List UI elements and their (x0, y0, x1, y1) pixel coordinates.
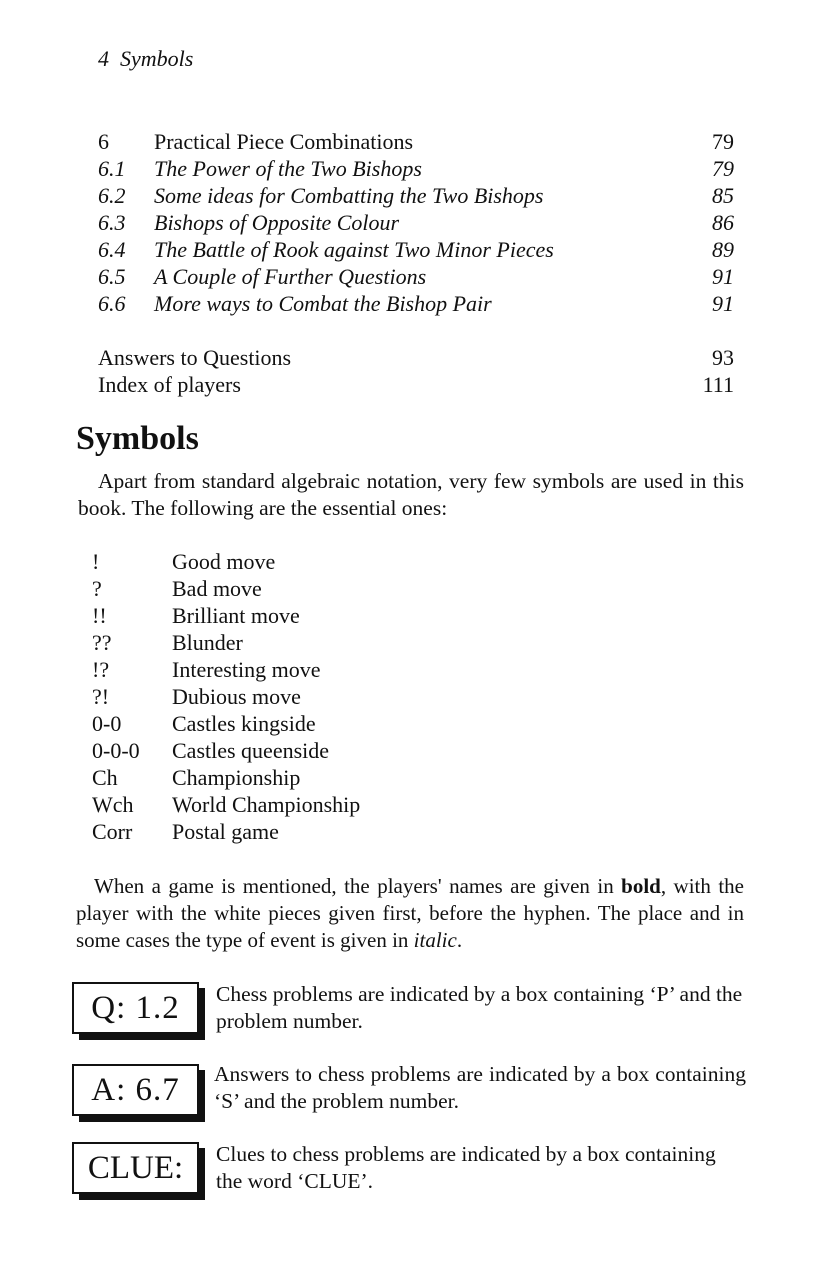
symbol-code: ! (92, 549, 100, 574)
symbol-code: 0-0-0 (92, 738, 140, 763)
symbol-desc: World Championship (172, 792, 361, 817)
toc-title: Practical Piece Combinations (154, 129, 414, 154)
section-title: Symbols (76, 420, 199, 457)
game-note-italic-word: italic (413, 928, 457, 952)
toc-title: Index of players (98, 372, 241, 397)
answer-box: A: 6.7 (72, 1064, 199, 1116)
toc-row (98, 128, 734, 155)
symbol-desc: Good move (172, 549, 276, 574)
symbol-desc: Brilliant move (172, 603, 300, 628)
toc-title: The Battle of Rook against Two Minor Pieces (154, 237, 554, 262)
toc-page: 91 (712, 291, 734, 316)
toc-page: 86 (712, 210, 734, 235)
answer-box-text: Answers to chess problems are indicated by a box containing ‘S’ and the problem number. (214, 1062, 746, 1113)
game-note-part1: When a game is mentioned, the players' names are given in (94, 874, 622, 898)
symbol-desc: Postal game (172, 819, 279, 844)
toc-page: 85 (712, 183, 734, 208)
symbol-code: Corr (92, 819, 133, 844)
running-header (98, 46, 193, 72)
symbol-code: Ch (92, 765, 118, 790)
header-page-number: 4 (98, 46, 109, 71)
header-title: Symbols (120, 46, 194, 71)
clue-box: CLUE: (72, 1142, 199, 1194)
symbol-desc: Castles kingside (172, 711, 316, 736)
toc-row (98, 155, 734, 182)
symbol-code: Wch (92, 792, 134, 817)
toc-num: 6.5 (98, 264, 126, 289)
game-note-bold-word: bold (621, 874, 661, 898)
toc-title: A Couple of Further Questions (154, 264, 427, 289)
symbol-desc: Castles queenside (172, 738, 330, 763)
toc-page: 111 (702, 372, 734, 397)
symbol-code: ?! (92, 684, 110, 709)
toc-row (98, 371, 734, 398)
toc-title: Bishops of Opposite Colour (154, 210, 400, 235)
toc-num: 6.4 (98, 237, 126, 262)
symbol-desc: Championship (172, 765, 301, 790)
toc-row (98, 236, 734, 263)
symbol-code: ? (92, 576, 102, 601)
symbol-desc: Bad move (172, 576, 262, 601)
symbol-code: ?? (92, 630, 112, 655)
game-note-paragraph (76, 873, 744, 954)
toc-num: 6.3 (98, 210, 126, 235)
toc-num: 6.2 (98, 183, 126, 208)
toc-row (98, 182, 734, 209)
symbol-desc: Blunder (172, 630, 243, 655)
toc-num: 6.6 (98, 291, 126, 316)
toc-title: The Power of the Two Bishops (154, 156, 422, 181)
question-box: Q: 1.2 (72, 982, 199, 1034)
toc-row (98, 263, 734, 290)
toc-page: 93 (712, 345, 734, 370)
toc-num: 6 (98, 129, 109, 154)
symbol-code: !? (92, 657, 110, 682)
symbol-code: 0-0 (92, 711, 122, 736)
toc-title: More ways to Combat the Bishop Pair (154, 291, 492, 316)
game-note-part3: . (456, 928, 463, 952)
clue-box-text: Clues to chess problems are indicated by a box containing the word ‘CLUE’. (216, 1142, 716, 1193)
symbol-code: !! (92, 603, 107, 628)
symbol-desc: Interesting move (172, 657, 321, 682)
toc-num: 6.1 (98, 156, 126, 181)
toc-title: Some ideas for Combatting the Two Bishops (154, 183, 544, 208)
toc-page: 79 (712, 156, 734, 181)
toc-row (98, 344, 734, 371)
toc-title: Answers to Questions (98, 345, 292, 370)
question-box-text: Chess problems are indicated by a box containing ‘P’ and the problem number. (216, 982, 743, 1033)
symbol-desc: Dubious move (172, 684, 301, 709)
toc-row (98, 209, 734, 236)
toc-page: 79 (712, 129, 734, 154)
toc-page: 89 (712, 237, 734, 262)
intro-paragraph: Apart from standard algebraic notation, very few symbols are used in this book. The following are the essential ones: (78, 469, 744, 520)
toc-row (98, 290, 734, 317)
toc-page: 91 (712, 264, 734, 289)
game-note-part2: , with the player with the white pieces given first, before the hyphen. The place and in some cases the type of event is given in (76, 874, 744, 952)
